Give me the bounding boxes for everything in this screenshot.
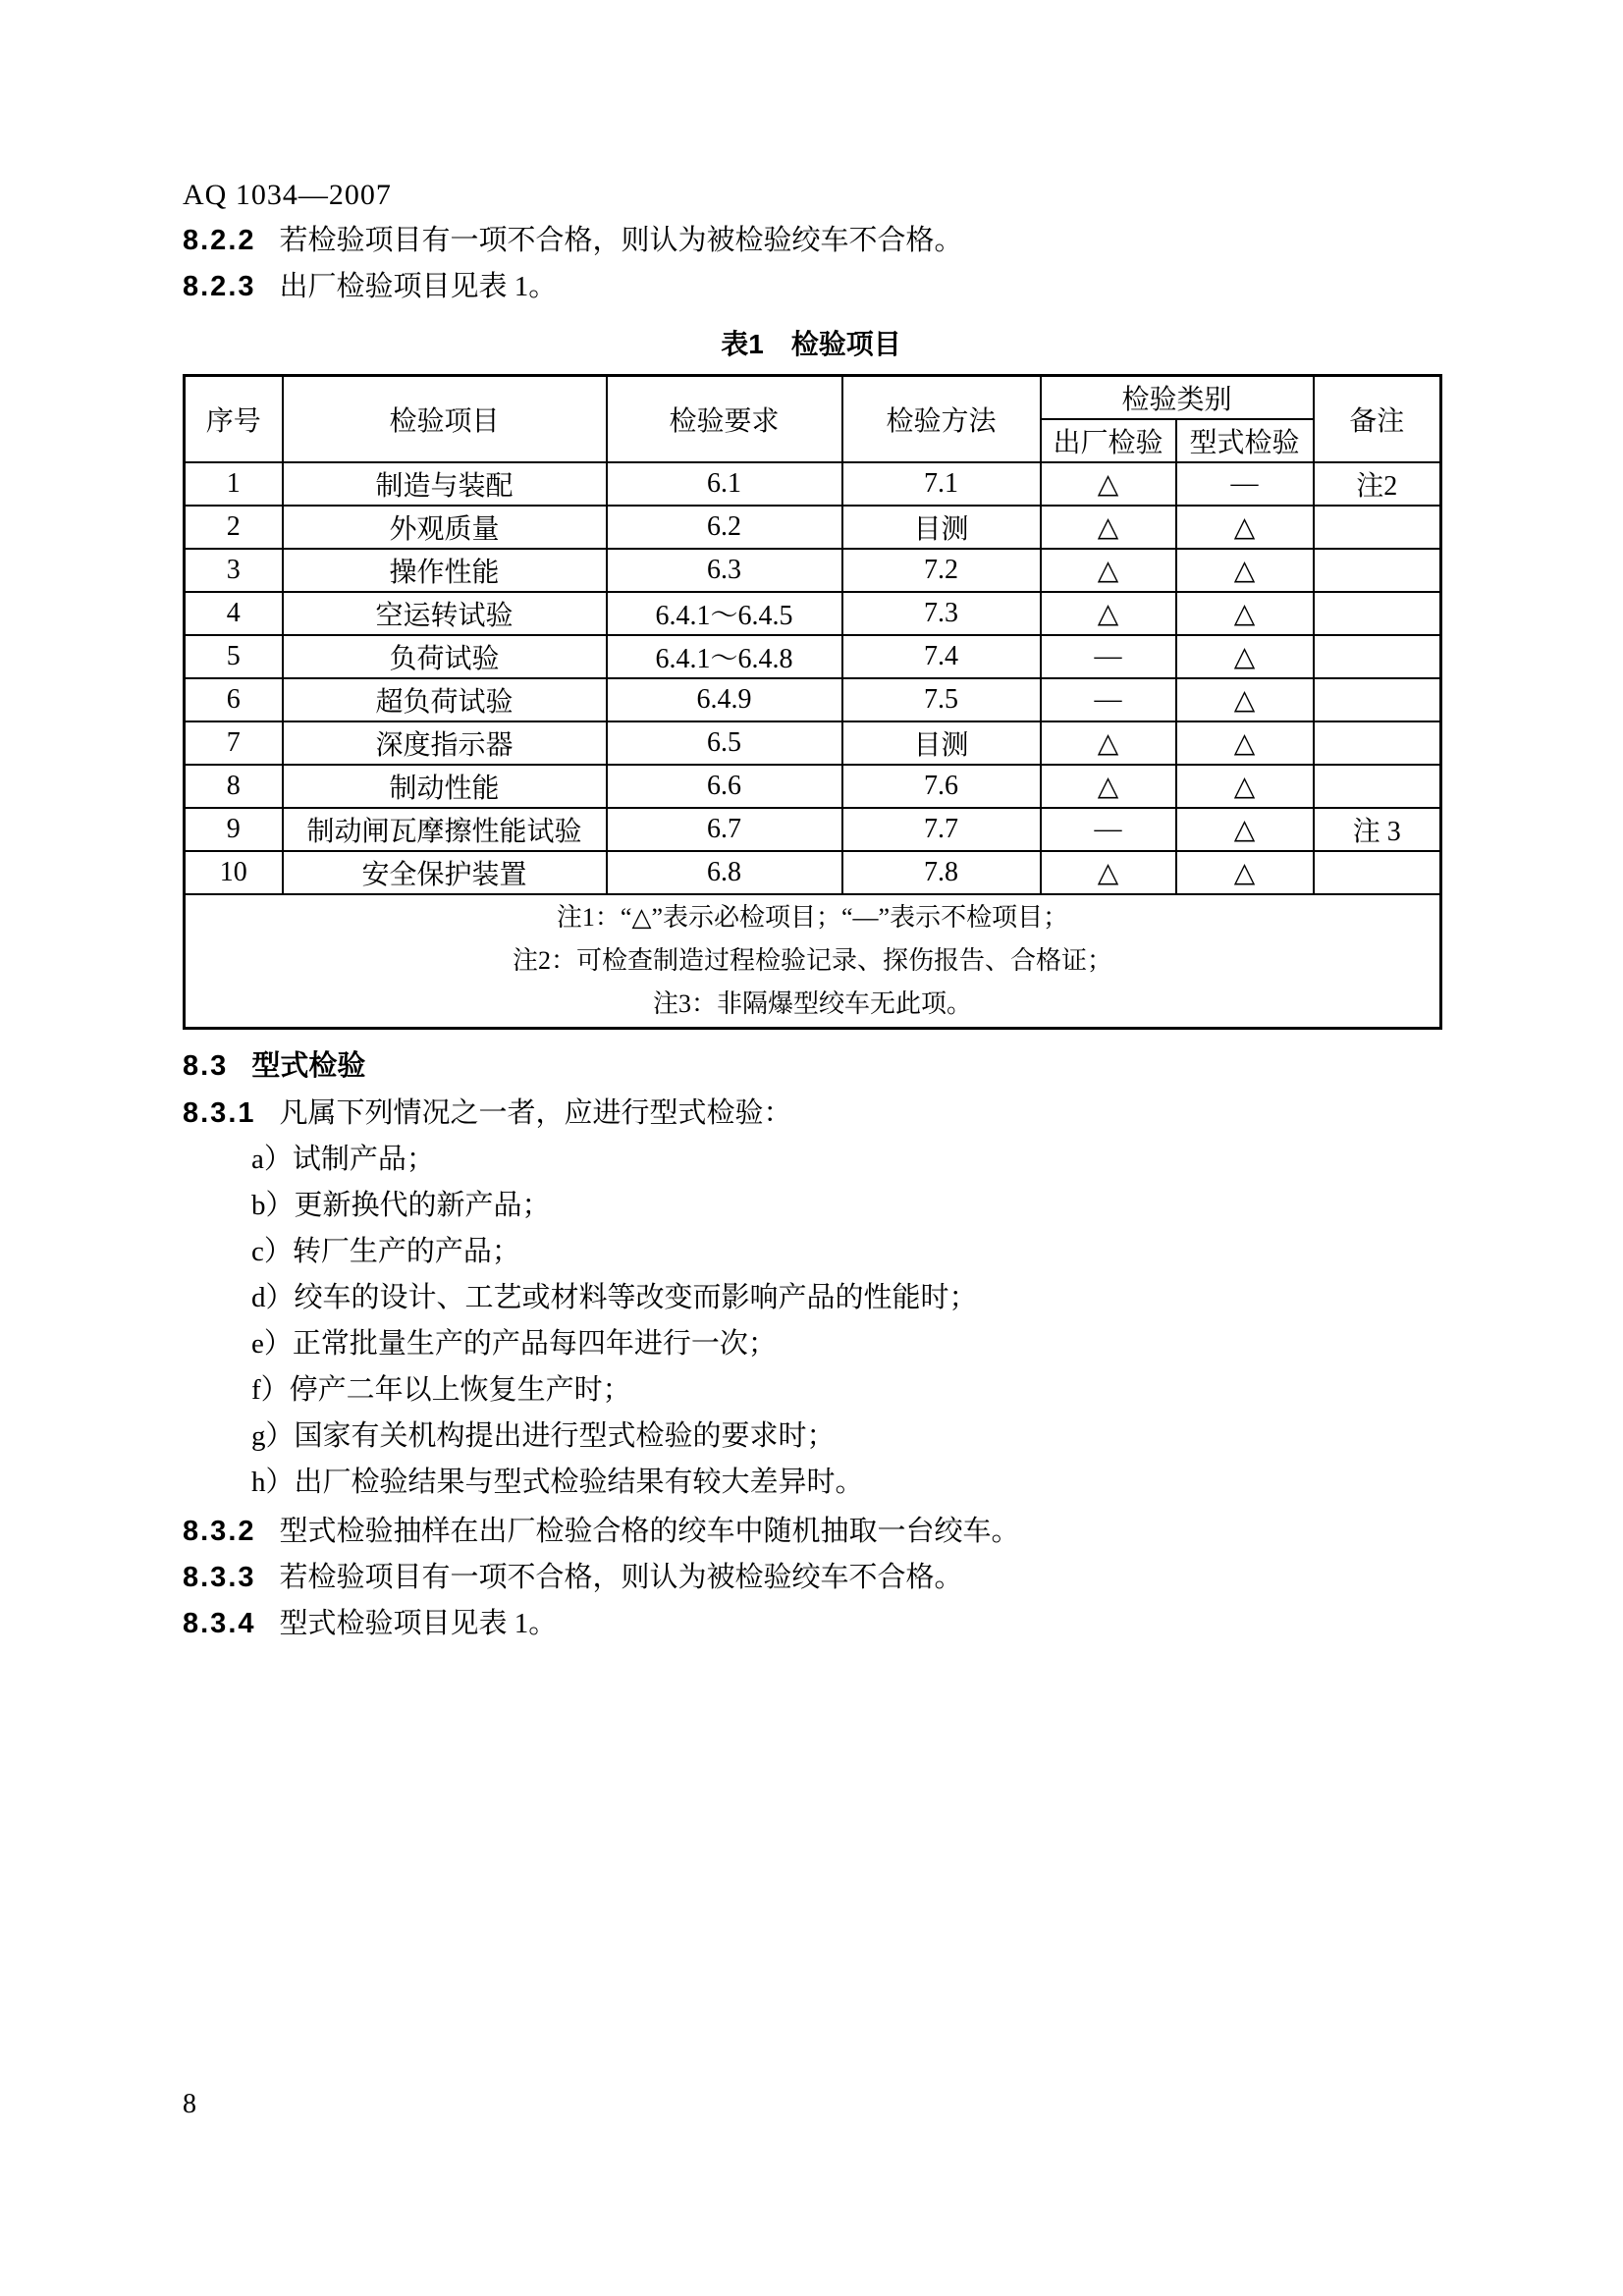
cell-item: 负荷试验 bbox=[283, 635, 607, 678]
table-row-10 bbox=[185, 851, 1441, 894]
table-header bbox=[185, 376, 1441, 463]
clause-number-8-2-3: 8.2.3 bbox=[183, 271, 256, 302]
cell-method: 目测 bbox=[842, 721, 1041, 765]
cell-method: 7.1 bbox=[842, 462, 1041, 506]
cell-factory: △ bbox=[1041, 506, 1176, 549]
table-title bbox=[183, 323, 1439, 362]
cell-index: 8 bbox=[185, 765, 283, 808]
table-row-4 bbox=[185, 592, 1441, 635]
table-title-label: 表1 bbox=[721, 329, 764, 359]
list-item-h: h）出厂检验结果与型式检验结果有较大差异时。 bbox=[251, 1467, 864, 1498]
cell-item: 空运转试验 bbox=[283, 592, 607, 635]
cell-requirement: 6.4.1～6.4.8 bbox=[607, 635, 842, 678]
cell-factory: △ bbox=[1041, 592, 1176, 635]
table-row-1 bbox=[185, 462, 1441, 506]
cell-factory: △ bbox=[1041, 462, 1176, 506]
cell-factory: — bbox=[1041, 808, 1176, 851]
clause-number-8-3-1: 8.3.1 bbox=[183, 1097, 256, 1129]
header-type-inspection: 型式检验 bbox=[1176, 419, 1314, 462]
clause-text-8-3-2: 型式检验抽样在出厂检验合格的绞车中随机抽取一台绞车。 bbox=[279, 1516, 1020, 1547]
cell-remark bbox=[1314, 851, 1441, 894]
cell-remark bbox=[1314, 506, 1441, 549]
clause-text-8-2-3: 出厂检验项目见表 1。 bbox=[279, 271, 558, 302]
cell-method: 目测 bbox=[842, 506, 1041, 549]
table-row-2 bbox=[185, 506, 1441, 549]
clause-text-8-3-3: 若检验项目有一项不合格，则认为被检验绞车不合格。 bbox=[279, 1562, 963, 1593]
paragraph-8-2-3 bbox=[183, 270, 1439, 303]
cell-method: 7.4 bbox=[842, 635, 1041, 678]
table-row-5 bbox=[185, 635, 1441, 678]
cell-method: 7.3 bbox=[842, 592, 1041, 635]
cell-requirement: 6.4.1～6.4.5 bbox=[607, 592, 842, 635]
clause-text-8-3: 型式检验 bbox=[251, 1050, 366, 1082]
cell-method: 7.7 bbox=[842, 808, 1041, 851]
clause-text-8-3-4: 型式检验项目见表 1。 bbox=[279, 1608, 558, 1639]
clause-text-8-2-2: 若检验项目有一项不合格，则认为被检验绞车不合格。 bbox=[279, 225, 963, 256]
list-item-f: f）停产二年以上恢复生产时； bbox=[251, 1374, 631, 1406]
cell-index: 10 bbox=[185, 851, 283, 894]
inspection-items-table bbox=[183, 374, 1442, 1030]
cell-requirement: 6.6 bbox=[607, 765, 842, 808]
table-row-3 bbox=[185, 549, 1441, 592]
list-item-a: a）试制产品； bbox=[251, 1144, 435, 1175]
paragraph-8-3-4 bbox=[183, 1607, 1439, 1640]
cell-index: 7 bbox=[185, 721, 283, 765]
cell-index: 3 bbox=[185, 549, 283, 592]
cell-factory: — bbox=[1041, 678, 1176, 721]
table-row-7 bbox=[185, 721, 1441, 765]
paragraph-8-3-2 bbox=[183, 1515, 1439, 1548]
cell-requirement: 6.5 bbox=[607, 721, 842, 765]
cell-index: 1 bbox=[185, 462, 283, 506]
cell-type: △ bbox=[1176, 635, 1314, 678]
cell-remark bbox=[1314, 592, 1441, 635]
type-test-condition-list bbox=[251, 1143, 1439, 1499]
clause-number-8-3-2: 8.3.2 bbox=[183, 1516, 256, 1547]
cell-index: 4 bbox=[185, 592, 283, 635]
cell-type: △ bbox=[1176, 808, 1314, 851]
cell-requirement: 6.4.9 bbox=[607, 678, 842, 721]
cell-type: △ bbox=[1176, 851, 1314, 894]
list-item-b: b）更新换代的新产品； bbox=[251, 1190, 551, 1221]
paragraph-8-3-1 bbox=[183, 1096, 1439, 1130]
table-note-3: 注3：非隔爆型绞车无此项。 bbox=[653, 989, 973, 1018]
table-notes-row bbox=[185, 894, 1441, 1029]
header-index: 序号 bbox=[185, 376, 283, 463]
cell-requirement: 6.2 bbox=[607, 506, 842, 549]
cell-item: 制动性能 bbox=[283, 765, 607, 808]
cell-requirement: 6.8 bbox=[607, 851, 842, 894]
cell-item: 操作性能 bbox=[283, 549, 607, 592]
table-note-1: 注1：“△”表示必检项目；“—”表示不检项目； bbox=[556, 903, 1069, 932]
cell-type: △ bbox=[1176, 549, 1314, 592]
header-method: 检验方法 bbox=[842, 376, 1041, 463]
cell-item: 安全保护装置 bbox=[283, 851, 607, 894]
list-item-d: d）绞车的设计、工艺或材料等改变而影响产品的性能时； bbox=[251, 1282, 978, 1313]
table-row-6 bbox=[185, 678, 1441, 721]
cell-index: 5 bbox=[185, 635, 283, 678]
clause-number-8-3-3: 8.3.3 bbox=[183, 1562, 256, 1593]
cell-index: 9 bbox=[185, 808, 283, 851]
cell-item: 制动闸瓦摩擦性能试验 bbox=[283, 808, 607, 851]
header-factory-inspection: 出厂检验 bbox=[1041, 419, 1176, 462]
heading-8-3 bbox=[183, 1049, 1439, 1083]
cell-remark bbox=[1314, 678, 1441, 721]
page-content bbox=[183, 179, 1439, 1653]
cell-type: △ bbox=[1176, 678, 1314, 721]
cell-remark bbox=[1314, 549, 1441, 592]
paragraph-8-3-3 bbox=[183, 1561, 1439, 1594]
list-item-c: c）转厂生产的产品； bbox=[251, 1236, 520, 1267]
cell-requirement: 6.7 bbox=[607, 808, 842, 851]
list-item-g: g）国家有关机构提出进行型式检验的要求时； bbox=[251, 1420, 836, 1452]
cell-item: 外观质量 bbox=[283, 506, 607, 549]
cell-method: 7.8 bbox=[842, 851, 1041, 894]
table-body bbox=[185, 462, 1441, 1029]
table-row-9 bbox=[185, 808, 1441, 851]
cell-method: 7.5 bbox=[842, 678, 1041, 721]
cell-index: 2 bbox=[185, 506, 283, 549]
cell-item: 超负荷试验 bbox=[283, 678, 607, 721]
paragraph-8-2-2 bbox=[183, 224, 1439, 257]
cell-requirement: 6.1 bbox=[607, 462, 842, 506]
cell-type: — bbox=[1176, 462, 1314, 506]
cell-factory: △ bbox=[1041, 721, 1176, 765]
table-note-2: 注2：可检查制造过程检验记录、探伤报告、合格证； bbox=[513, 946, 1113, 975]
header-category: 检验类别 bbox=[1041, 376, 1314, 420]
list-item-e: e）正常批量生产的产品每四年进行一次； bbox=[251, 1328, 777, 1360]
header-requirement: 检验要求 bbox=[607, 376, 842, 463]
clause-text-8-3-1: 凡属下列情况之一者，应进行型式检验： bbox=[279, 1097, 792, 1129]
clause-number-8-2-2: 8.2.2 bbox=[183, 225, 256, 256]
clause-number-8-3: 8.3 bbox=[183, 1050, 229, 1082]
cell-type: △ bbox=[1176, 765, 1314, 808]
table-row-8 bbox=[185, 765, 1441, 808]
table-title-text: 检验项目 bbox=[790, 329, 901, 359]
cell-type: △ bbox=[1176, 592, 1314, 635]
header-remark: 备注 bbox=[1314, 376, 1441, 463]
page-number: 8 bbox=[183, 2089, 196, 2119]
cell-type: △ bbox=[1176, 721, 1314, 765]
doc-code: AQ 1034—2007 bbox=[183, 179, 392, 211]
cell-remark bbox=[1314, 721, 1441, 765]
cell-factory: △ bbox=[1041, 765, 1176, 808]
cell-requirement: 6.3 bbox=[607, 549, 842, 592]
cell-type: △ bbox=[1176, 506, 1314, 549]
table-notes-cell bbox=[185, 894, 1441, 1029]
cell-index: 6 bbox=[185, 678, 283, 721]
clause-number-8-3-4: 8.3.4 bbox=[183, 1608, 256, 1639]
cell-item: 深度指示器 bbox=[283, 721, 607, 765]
cell-item: 制造与装配 bbox=[283, 462, 607, 506]
cell-remark: 注 3 bbox=[1314, 808, 1441, 851]
cell-remark bbox=[1314, 635, 1441, 678]
cell-method: 7.2 bbox=[842, 549, 1041, 592]
cell-factory: △ bbox=[1041, 549, 1176, 592]
cell-factory: △ bbox=[1041, 851, 1176, 894]
cell-method: 7.6 bbox=[842, 765, 1041, 808]
header-item: 检验项目 bbox=[283, 376, 607, 463]
cell-remark bbox=[1314, 765, 1441, 808]
cell-factory: — bbox=[1041, 635, 1176, 678]
header-row-1 bbox=[185, 376, 1441, 420]
cell-remark: 注2 bbox=[1314, 462, 1441, 506]
